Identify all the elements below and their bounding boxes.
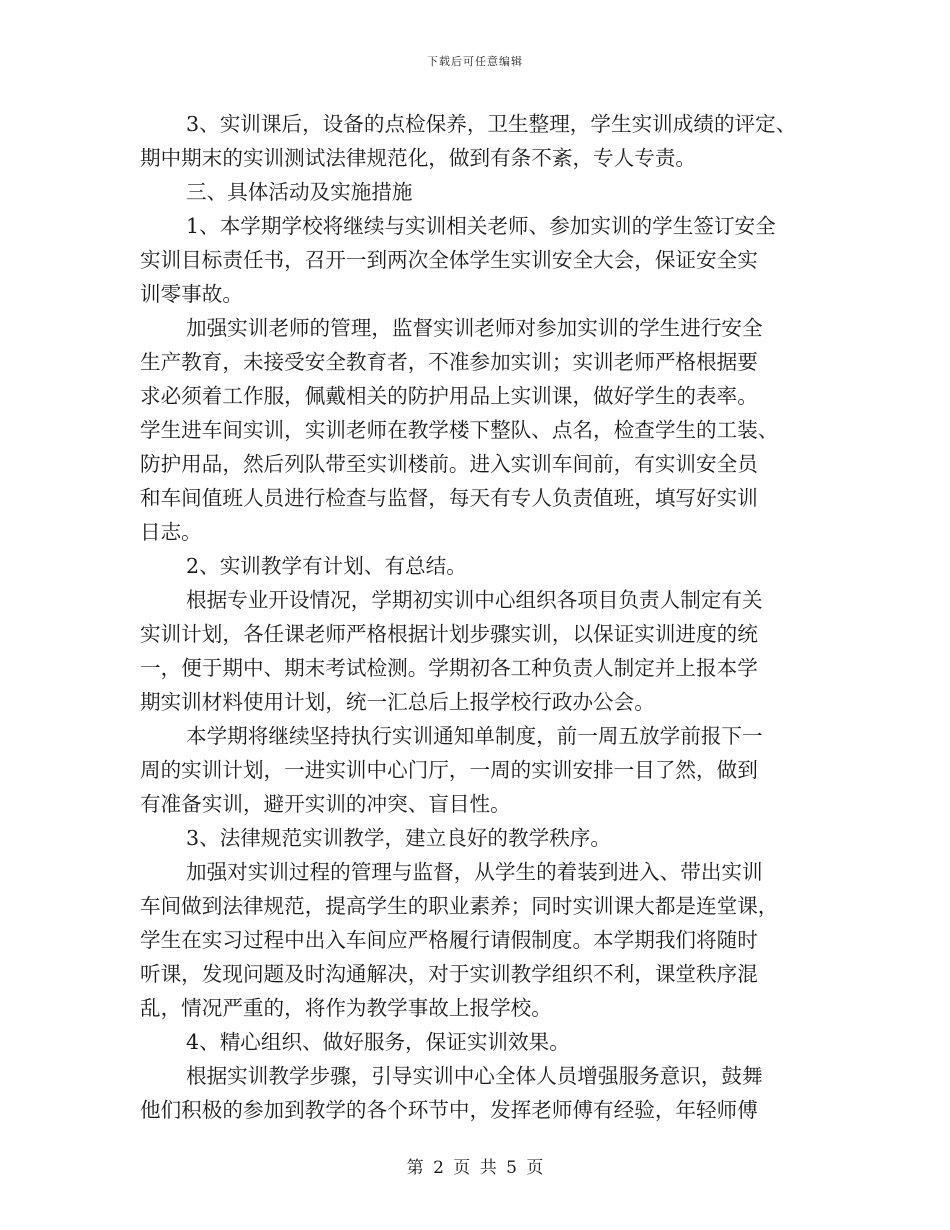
text-line: 和车间值班人员进行检查与监督，每天有专人负责值班，填写好实训 <box>140 486 758 510</box>
text-line: 根据实训教学步骤，引导实训中心全体人员增强服务意识，鼓舞 <box>186 1064 763 1088</box>
text-line: 期中期末的实训测试法律规范化，做到有条不紊，专人专责。 <box>140 146 697 170</box>
text-line: 他们积极的参加到教学的各个环节中，发挥老师傅有经验，年轻师傅 <box>140 1098 758 1122</box>
text-line: 3、实训课后，设备的点检保养，卫生整理，学生实训成绩的评定、 <box>186 112 797 136</box>
text-line: 实训目标责任书，召开一到两次全体学生实训安全大会，保证安全实 <box>140 248 758 272</box>
text-line: 车间做到法律规范，提高学生的职业素养；同时实训课大都是连堂课， <box>140 894 779 918</box>
page-header: 下载后可任意编辑 <box>427 55 523 68</box>
text-line: 加强实训老师的管理，监督实训老师对参加实训的学生进行安全 <box>186 316 763 340</box>
text-line: 3、法律规范实训教学，建立良好的教学秩序。 <box>186 826 611 850</box>
text-line: 实训计划，各任课老师严格根据计划步骤实训，以保证实训进度的统 <box>140 622 758 646</box>
text-line: 日志。 <box>140 520 202 544</box>
text-line: 本学期将继续坚持执行实训通知单制度，前一周五放学前报下一 <box>186 724 763 748</box>
text-line: 根据专业开设情况，学期初实训中心组织各项目负责人制定有关 <box>186 588 763 612</box>
text-line: 加强对实训过程的管理与监督，从学生的着装到进入、带出实训 <box>186 860 763 884</box>
text-line: 4、精心组织、做好服务，保证实训效果。 <box>186 1030 570 1054</box>
text-line: 一，便于期中、期末考试检测。学期初各工种负责人制定并上报本学 <box>140 656 758 680</box>
text-line: 期实训材料使用计划，统一汇总后上报学校行政办公会。 <box>140 690 655 714</box>
text-line: 学生在实习过程中出入车间应严格履行请假制度。本学期我们将随时 <box>140 928 758 952</box>
text-line: 1、本学期学校将继续与实训相关老师、参加实训的学生签订安全 <box>186 214 776 238</box>
text-line: 三、具体活动及实施措施 <box>186 180 413 204</box>
text-line: 2、实训教学有计划、有总结。 <box>186 554 467 578</box>
text-line: 学生进车间实训，实训老师在教学楼下整队、点名，检查学生的工装、 <box>140 418 779 442</box>
text-line: 乱，情况严重的，将作为教学事故上报学校。 <box>140 996 552 1020</box>
text-line: 求必须着工作服，佩戴相关的防护用品上实训课，做好学生的表率。 <box>140 384 758 408</box>
text-line: 听课，发现问题及时沟通解决，对于实训教学组织不利，课堂秩序混 <box>140 962 758 986</box>
text-line: 防护用品，然后列队带至实训楼前。进入实训车间前，有实训安全员 <box>140 452 758 476</box>
text-line: 有准备实训，避开实训的冲突、盲目性。 <box>140 792 511 816</box>
text-line: 生产教育，未接受安全教育者，不准参加实训；实训老师严格根据要 <box>140 350 758 374</box>
page-number-footer: 第 2 页 共 5 页 <box>406 1158 544 1178</box>
text-line: 训零事故。 <box>140 282 243 306</box>
document-body <box>140 107 810 1127</box>
text-line: 周的实训计划，一进实训中心门厅，一周的实训安排一目了然，做到 <box>140 758 758 782</box>
